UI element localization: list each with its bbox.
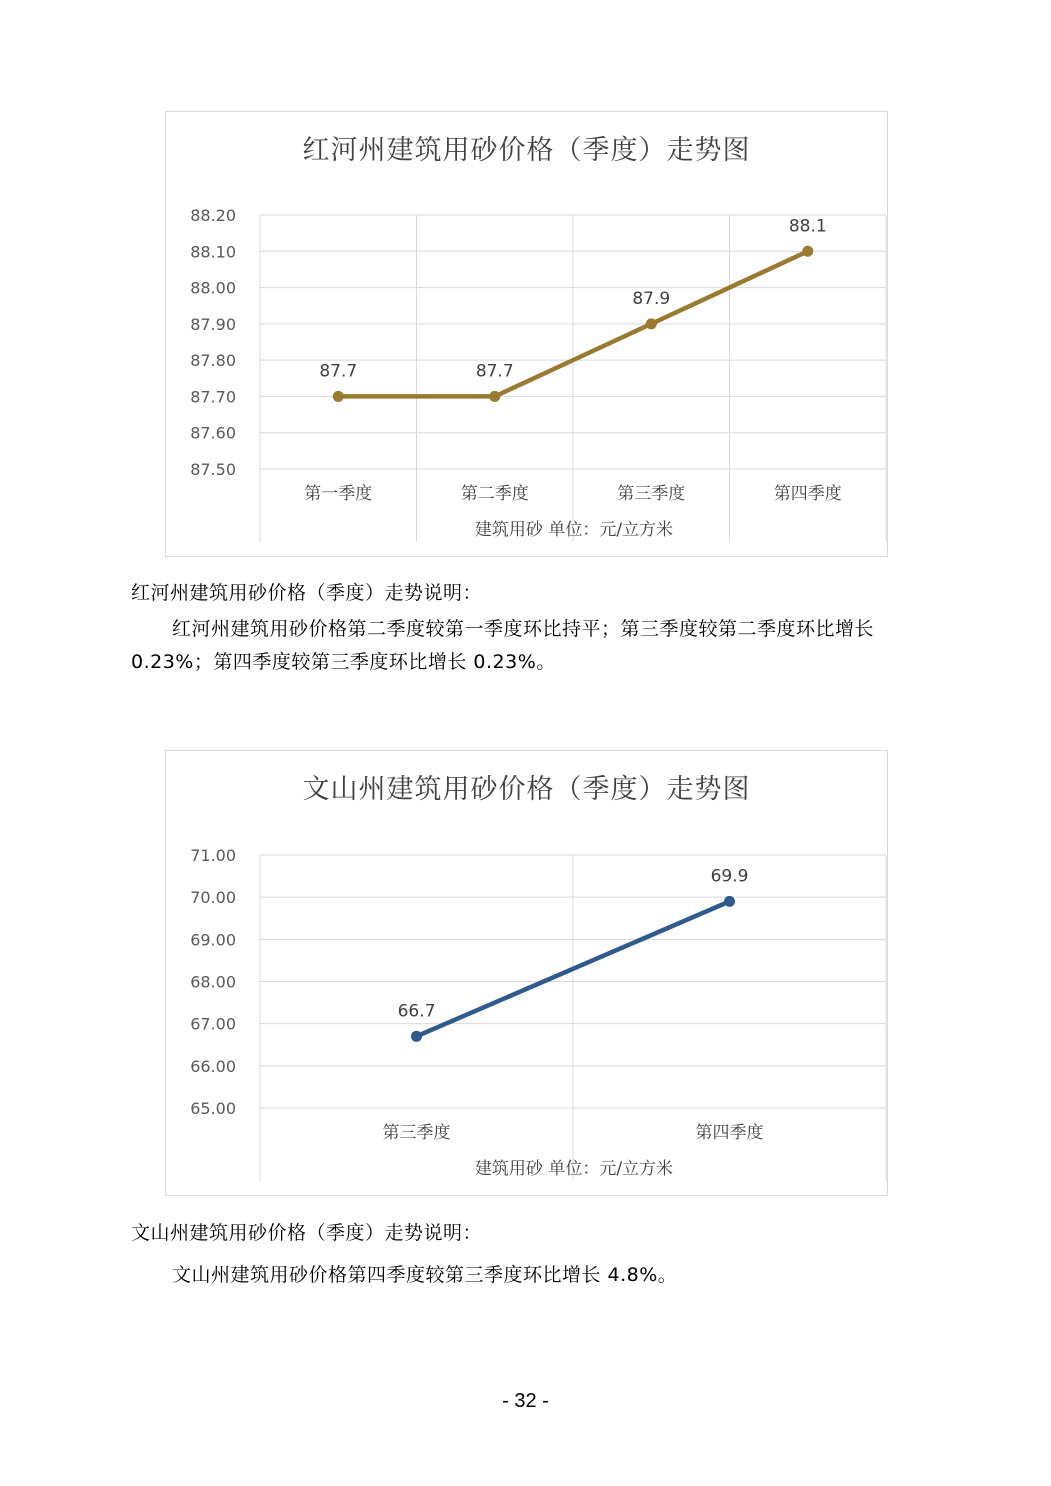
wenshan-description-heading: 文山州建筑用砂价格（季度）走势说明： xyxy=(131,1222,483,1244)
y-tick-label: 69.00 xyxy=(190,930,236,950)
wenshan-price-chart xyxy=(165,750,888,1196)
x-axis-title: 建筑用砂 单位：元/立方米 xyxy=(474,520,674,540)
data-point xyxy=(333,391,344,402)
data-point xyxy=(646,318,657,329)
data-point xyxy=(724,896,735,907)
data-label: 87.7 xyxy=(319,361,358,382)
data-label: 87.9 xyxy=(632,288,671,309)
x-axis-title: 建筑用砂 单位：元/立方米 xyxy=(474,1159,674,1179)
data-label: 66.7 xyxy=(397,1001,436,1022)
x-category-label: 第三季度 xyxy=(382,1123,451,1143)
y-tick-label: 88.10 xyxy=(190,242,236,262)
x-category-label: 第三季度 xyxy=(617,484,686,504)
data-point xyxy=(411,1031,422,1042)
honghe-description-line2: 0.23%；第四季度较第三季度环比增长 0.23%。 xyxy=(131,651,556,673)
honghe-price-chart xyxy=(165,111,888,557)
y-tick-label: 88.20 xyxy=(190,206,236,225)
y-tick-label: 68.00 xyxy=(190,972,236,992)
chart-title: 文山州建筑用砂价格（季度）走势图 xyxy=(302,774,751,805)
data-label: 69.9 xyxy=(710,866,749,887)
y-tick-label: 70.00 xyxy=(190,888,236,908)
y-tick-label: 67.00 xyxy=(190,1014,236,1034)
wenshan-description-line1: 文山州建筑用砂价格第四季度较第三季度环比增长 4.8%。 xyxy=(172,1264,678,1286)
chart-title: 红河州建筑用砂价格（季度）走势图 xyxy=(302,135,751,166)
wenshan-line-chart-svg xyxy=(166,751,889,1197)
x-category-label: 第四季度 xyxy=(773,484,842,504)
y-tick-label: 65.00 xyxy=(190,1099,236,1118)
honghe-line-chart-svg xyxy=(166,112,889,558)
honghe-description-line1: 红河州建筑用砂价格第二季度较第一季度环比持平；第三季度较第二季度环比增长 xyxy=(172,618,875,640)
y-tick-label: 88.00 xyxy=(190,278,236,298)
honghe-description-heading: 红河州建筑用砂价格（季度）走势说明： xyxy=(131,582,483,604)
y-tick-label: 71.00 xyxy=(190,846,236,865)
y-tick-label: 87.80 xyxy=(190,351,236,371)
page-number: - 32 - xyxy=(502,1390,549,1412)
x-category-label: 第一季度 xyxy=(304,484,373,504)
data-point xyxy=(802,246,813,257)
x-category-label: 第四季度 xyxy=(695,1123,764,1143)
y-tick-label: 87.50 xyxy=(190,460,236,479)
x-category-label: 第二季度 xyxy=(460,484,529,504)
data-label: 87.7 xyxy=(475,361,514,382)
y-tick-label: 87.90 xyxy=(190,314,236,334)
y-tick-label: 66.00 xyxy=(190,1056,236,1076)
y-tick-label: 87.60 xyxy=(190,423,236,443)
data-label: 88.1 xyxy=(788,216,827,237)
y-tick-label: 87.70 xyxy=(190,387,236,407)
data-point xyxy=(489,391,500,402)
